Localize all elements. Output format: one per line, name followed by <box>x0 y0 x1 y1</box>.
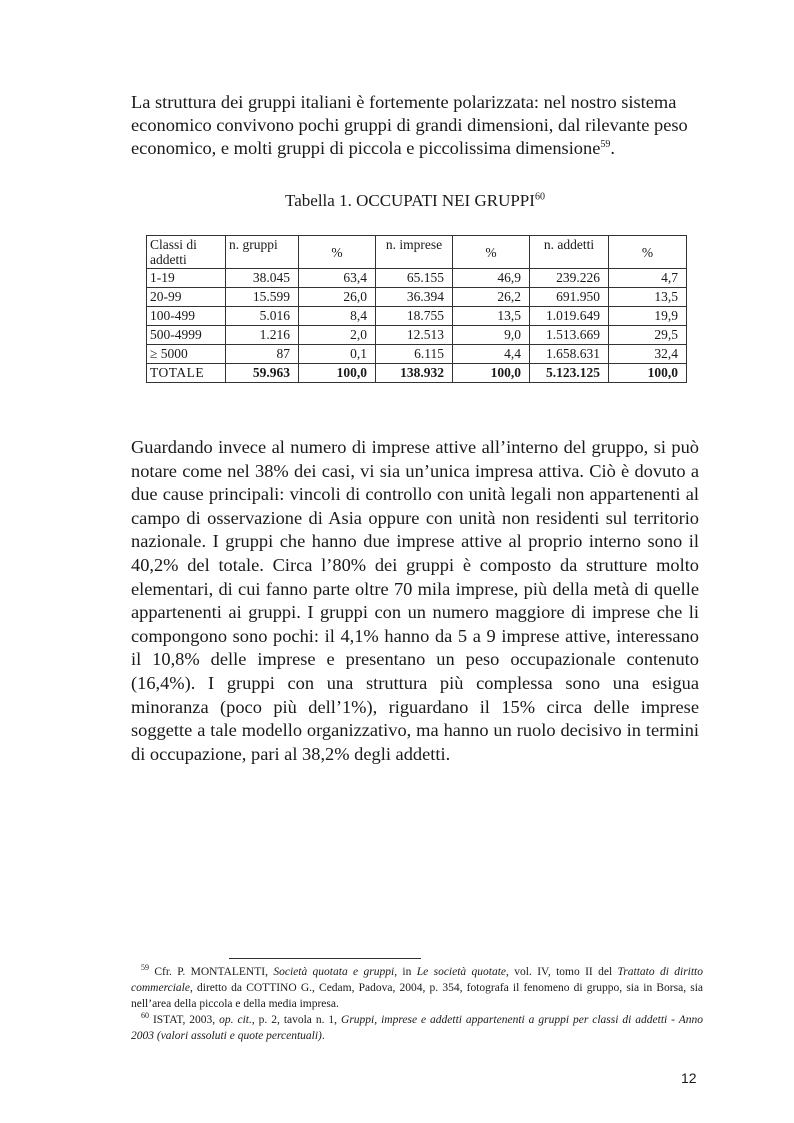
footnote-number: 59 <box>141 963 149 973</box>
footnote-text: . <box>321 1030 325 1042</box>
footnote-59 <box>131 964 703 1012</box>
footnote-separator <box>229 958 421 959</box>
table-cell: 36.394 <box>376 288 453 307</box>
footnote-text: ISTAT, 2003, <box>152 1014 220 1026</box>
table-cell: 63,4 <box>299 269 376 288</box>
header-n-imprese: n. imprese <box>376 236 453 269</box>
table-title <box>0 191 794 211</box>
footnote-60 <box>131 1012 703 1044</box>
table-row <box>147 288 687 307</box>
table-row <box>147 345 687 364</box>
total-cell: 100,0 <box>609 364 687 383</box>
table-cell: 87 <box>226 345 299 364</box>
table-cell: 239.226 <box>530 269 609 288</box>
table-cell: 26,0 <box>299 288 376 307</box>
table-header-row <box>147 236 687 269</box>
footnotes <box>131 964 703 1044</box>
table-cell: 29,5 <box>609 326 687 345</box>
table-cell: 1-19 <box>147 269 226 288</box>
footnote-title-italic: Le società quotate <box>416 966 507 978</box>
table-cell: 46,9 <box>453 269 530 288</box>
table-cell: 38.045 <box>226 269 299 288</box>
header-pct-addetti: % <box>609 236 687 269</box>
table-cell: 8,4 <box>299 307 376 326</box>
table-title-text: Tabella 1. OCCUPATI NEI GRUPPI <box>285 191 535 210</box>
header-classi: Classi di addetti <box>147 236 226 269</box>
total-cell: 100,0 <box>453 364 530 383</box>
table-cell: 691.950 <box>530 288 609 307</box>
footnote-text: , diretto da COTTINO G., Cedam, Padova, 2004, p. 354, fotografa il fenomeno di gruppo, sia in Borsa, sia nell’area della piccola e della media impresa. <box>131 982 703 1010</box>
table-cell: 26,2 <box>453 288 530 307</box>
table-cell: 15.599 <box>226 288 299 307</box>
footnote-text: , p. 2, tavola n. 1, <box>251 1014 342 1026</box>
total-cell: 5.123.125 <box>530 364 609 383</box>
footnote-title-italic: Società quotata e gruppi <box>273 966 395 978</box>
table-row <box>147 269 687 288</box>
table-cell: 500-4999 <box>147 326 226 345</box>
table-row <box>147 307 687 326</box>
table-cell: 1.658.631 <box>530 345 609 364</box>
table-cell: 9,0 <box>453 326 530 345</box>
intro-paragraph <box>131 91 703 160</box>
footnote-ref-59[interactable]: 59 <box>600 138 611 150</box>
footnote-number: 60 <box>141 1011 149 1021</box>
footnote-text: Cfr. P. MONTALENTI, <box>154 966 274 978</box>
table-cell: 65.155 <box>376 269 453 288</box>
table-cell: 20-99 <box>147 288 226 307</box>
total-cell: 138.932 <box>376 364 453 383</box>
table-cell: 2,0 <box>299 326 376 345</box>
footnote-title-italic: Trattato di diritto commerciale <box>131 966 704 994</box>
page-number: 12 <box>681 1070 697 1086</box>
table-cell: 1.513.669 <box>530 326 609 345</box>
table-cell: 6.115 <box>376 345 453 364</box>
table-cell: 1.019.649 <box>530 307 609 326</box>
table-cell: 32,4 <box>609 345 687 364</box>
intro-end: . <box>610 138 615 158</box>
table-cell: 4,4 <box>453 345 530 364</box>
table-cell: 1.216 <box>226 326 299 345</box>
footnote-text: , vol. IV, tomo II del <box>506 966 618 978</box>
header-pct-gruppi: % <box>299 236 376 269</box>
header-n-addetti: n. addetti <box>530 236 609 269</box>
footnote-title-italic: Gruppi, imprese e addetti appartenenti a gruppi per classi di addetti - Anno 2003 (valori assoluti e quote percentuali) <box>131 1014 704 1042</box>
footnote-title-italic: op. cit. <box>219 1014 252 1026</box>
header-pct-imprese: % <box>453 236 530 269</box>
table-cell: 12.513 <box>376 326 453 345</box>
table-cell: 13,5 <box>453 307 530 326</box>
table-cell: 4,7 <box>609 269 687 288</box>
footnote-text: , in <box>394 966 417 978</box>
occupati-table <box>146 235 687 383</box>
table-row <box>147 326 687 345</box>
footnote-ref-60[interactable]: 60 <box>534 191 545 203</box>
table-cell: 100-499 <box>147 307 226 326</box>
total-cell: 59.963 <box>226 364 299 383</box>
table-cell: 0,1 <box>299 345 376 364</box>
total-label: TOTALE <box>147 364 226 383</box>
table-total-row <box>147 364 687 383</box>
table-cell: 5.016 <box>226 307 299 326</box>
table-cell: 18.755 <box>376 307 453 326</box>
body-paragraph: Guardando invece al numero di imprese attive all’interno del gruppo, si può notare come nel 38% dei casi, vi sia un’unica impresa attiva. Ciò è dovuto a due cause principali: vincoli di controllo con unità legali non appartenenti al campo di osservazione di Asia oppure con unità non residenti sul territorio nazionale. I gruppi che hanno due imprese attive al proprio interno sono il 40,2% del totale. Circa l’80% dei gruppi è composto da strutture molto elementari, di cui fanno parte oltre 70 mila imprese, più della metà di quelle appartenenti ai gruppi. I gruppi con un numero maggiore di imprese che li compongono sono pochi: il 4,1% hanno da 5 a 9 imprese attive, interessano il 10,8% delle imprese e presentano un peso occupazionale contenuto (16,4%). I gruppi con una struttura più complessa sono una esigua minoranza (poco più dell’1%), riguardano il 15% circa delle imprese soggette a tale modello organizzativo, ma hanno un ruolo decisivo in termini di occupazione, pari al 38,2% degli addetti. <box>131 437 699 764</box>
table-cell: 19,9 <box>609 307 687 326</box>
header-n-gruppi: n. gruppi <box>226 236 299 269</box>
table-cell: ≥ 5000 <box>147 345 226 364</box>
intro-text: La struttura dei gruppi italiani è fortemente polarizzata: nel nostro sistema economico convivono pochi gruppi di grandi dimensioni, dal rilevante peso economico, e molti gruppi di piccola e piccolissima dimensione <box>131 92 688 158</box>
total-cell: 100,0 <box>299 364 376 383</box>
table-cell: 13,5 <box>609 288 687 307</box>
